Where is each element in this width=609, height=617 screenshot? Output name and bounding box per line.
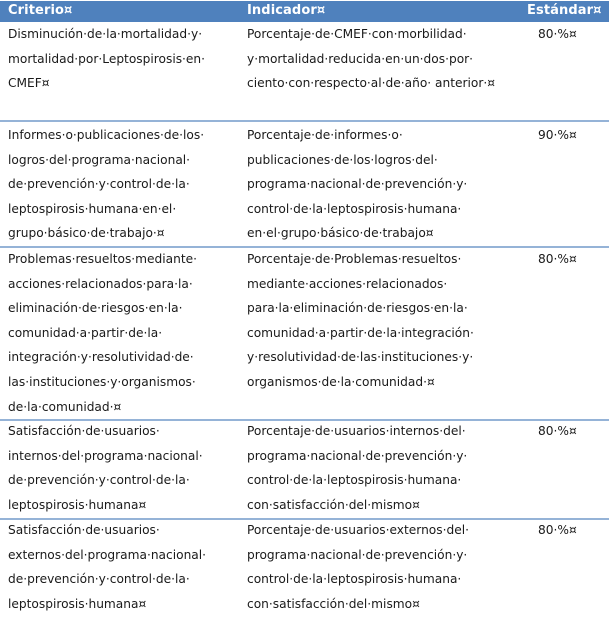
cell-criterio: Satisfacción·de·usuarios· internos·del·programa·nacional· de·prevención·y·control·de·la· leptospirosis·humana¤ [8,424,207,512]
header-estandar: Estándar¤ [527,3,602,18]
cell-estandar: 90·%¤ [538,128,577,142]
header-indicador: Indicador¤ [247,3,326,18]
cell-estandar: 80·%¤ [538,523,577,537]
cell-indicador: Porcentaje·de·usuarios·externos·del· programa·nacional·de·prevención·y· control·de·la·leptospirosis·humana· con·satisfacción·del·mismo¤ [247,523,473,611]
cell-indicador: Porcentaje·de·informes·o· publicaciones·de·los·logros·del· programa·nacional·de·prevención·y· control·de·la·leptospirosis·humana· en·el·grupo·básico·de·trabajo¤ [247,128,472,241]
cell-indicador: Porcentaje·de·usuarios·internos·del· programa·nacional·de·prevención·y· control·de·la·leptospirosis·humana· con·satisfacción·del·mismo¤ [247,424,472,512]
cell-criterio: Satisfacción·de·usuarios· externos·del·programa·nacional· de·prevención·y·control·de·la· leptospirosis·humana¤ [8,523,210,611]
cell-criterio: Informes·o·publicaciones·de·los· logros·del·programa·nacional· de·prevención·y·control·de·la· leptospirosis·humana·en·el· grupo·básico·de·trabajo·¤ [8,128,208,241]
cell-indicador: Porcentaje·de·Problemas·resueltos· mediante·acciones·relacionados· para·la·eliminación·de·riesgos·en·la· comunidad·a·partir·de·la·integración· y·resolutividad·de·las·instituciones·y· organismos·de·la·comunidad·¤ [247,252,478,389]
header-criterio: Criterio¤ [8,3,73,18]
cell-estandar: 80·%¤ [538,27,577,41]
cell-criterio: Disminución·de·la·mortalidad·y· mortalidad·por·Leptospirosis·en· CMEF¤ [8,27,209,91]
cell-indicador: Porcentaje·de·CMEF·con·morbilidad· y·mortalidad·reducida·en·un·dos·por· ciento·con·respecto·al·de·año· anterior·¤ [247,27,496,91]
cell-estandar: 80·%¤ [538,424,577,438]
cell-criterio: Problemas·resueltos·mediante· acciones·relacionados·para·la· eliminación·de·riesgos·en·la· comunidad·a·partir·de·la· integración·y·resolutividad·de· las·instituciones·y·organismos· de·la·comunidad·¤ [8,252,201,414]
table-header [0,1,609,22]
cell-estandar: 80·%¤ [538,252,577,266]
row-divider [0,120,609,122]
